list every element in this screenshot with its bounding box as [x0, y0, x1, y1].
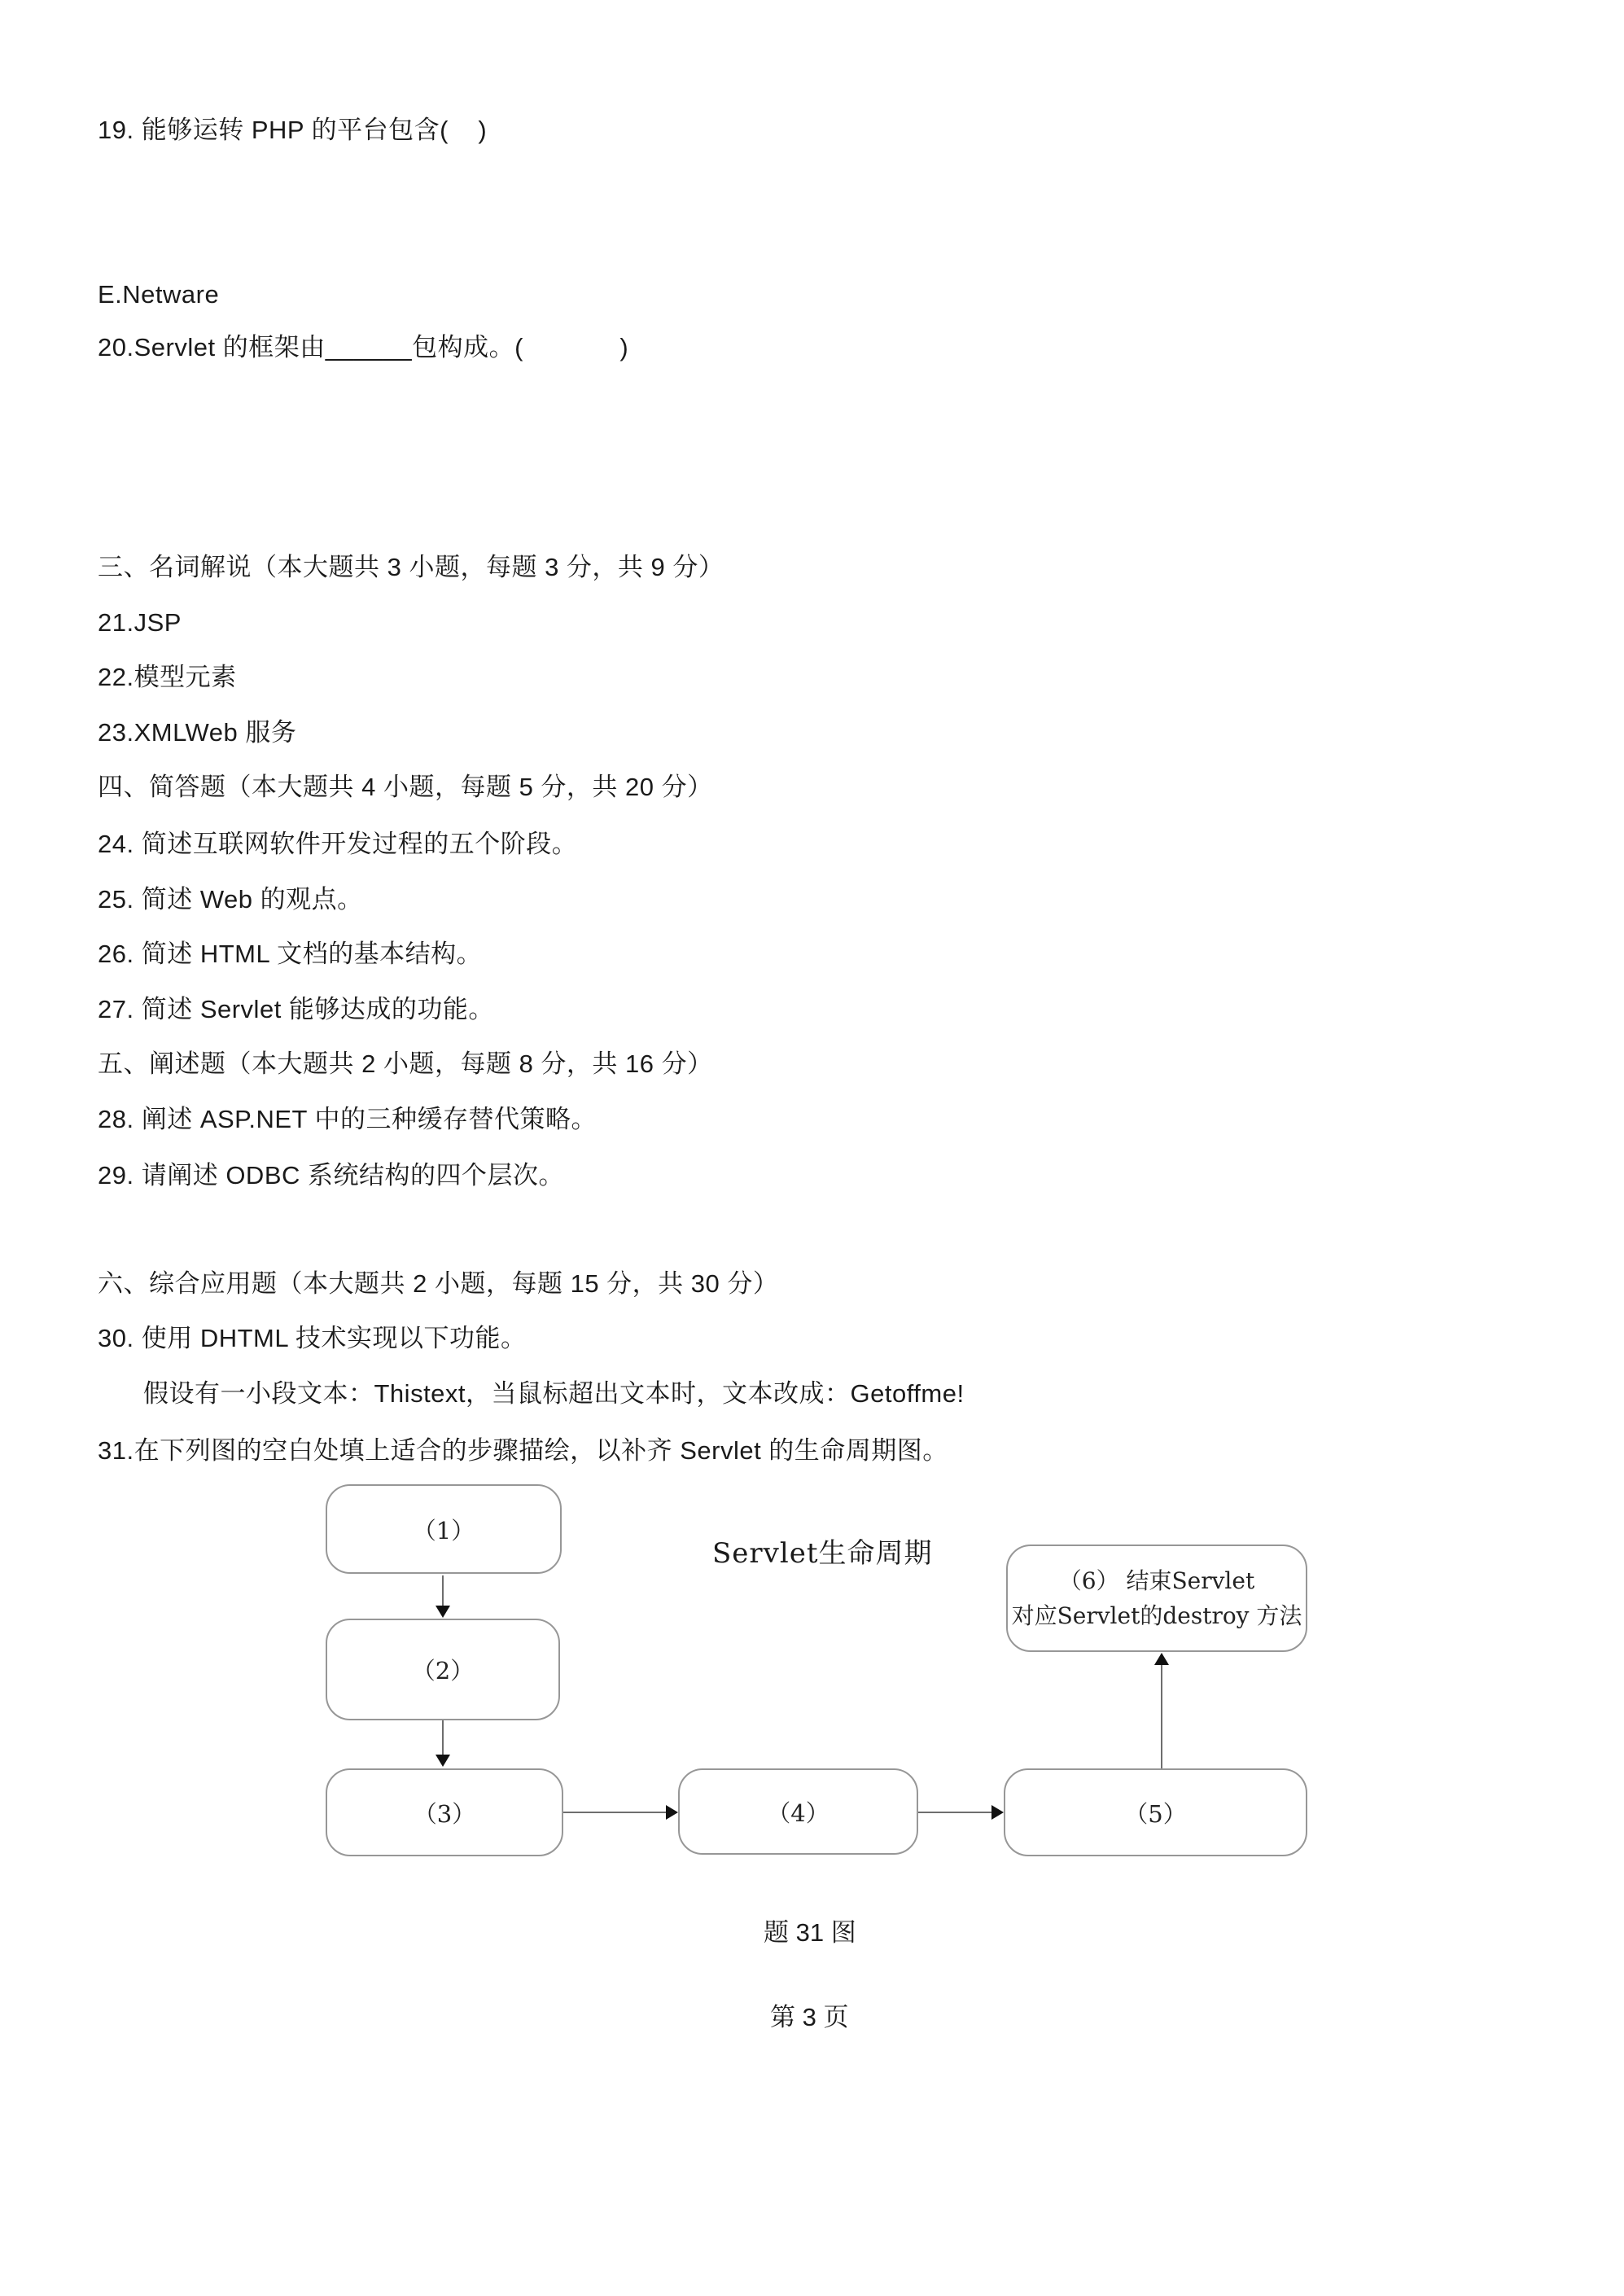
- arrow-shaft: [563, 1812, 667, 1813]
- flow-box-2: [326, 1619, 560, 1720]
- section-5-heading: 五、阐述题（本大题共 2 小题，每题 8 分，共 16 分）: [98, 1049, 713, 1078]
- question-19-text: 19. 能够运转 PHP 的平台包含( ): [98, 116, 488, 144]
- page-number: 第 3 页: [770, 2003, 849, 2031]
- question-20-text: 20.Servlet 的框架由______包构成。( ): [98, 333, 629, 361]
- question-25-text: 25. 简述 Web 的观点。: [98, 885, 363, 914]
- flow-box-6-label-line1: （6） 结束Servlet: [1058, 1566, 1255, 1594]
- figure-caption: 题 31 图: [764, 1918, 856, 1947]
- question-30-text: 30. 使用 DHTML 技术实现以下功能。: [98, 1324, 527, 1352]
- flow-box-4: [678, 1768, 918, 1855]
- section-3-heading: 三、名词解说（本大题共 3 小题，每题 3 分，共 9 分）: [98, 553, 724, 581]
- arrow-shaft: [1161, 1664, 1162, 1768]
- question-26-text: 26. 简述 HTML 文档的基本结构。: [98, 940, 483, 968]
- question-22-text: 22.模型元素: [98, 663, 237, 691]
- flow-box-4-label: （4）: [767, 1799, 830, 1827]
- section-6-heading: 六、综合应用题（本大题共 2 小题，每题 15 分，共 30 分）: [98, 1269, 779, 1298]
- section-4-heading: 四、简答题（本大题共 4 小题，每题 5 分，共 20 分）: [98, 773, 713, 801]
- question-30-detail-text: 假设有一小段文本：Thistext，当鼠标超出文本时，文本改成：Getoffme!: [143, 1379, 965, 1408]
- flow-box-3: [326, 1768, 563, 1856]
- question-28-text: 28. 阐述 ASP.NET 中的三种缓存替代策略。: [98, 1105, 598, 1133]
- option-e-netware: E.Netware: [98, 280, 220, 309]
- flow-box-1: [326, 1484, 562, 1574]
- question-31-text: 31.在下列图的空白处填上适合的步骤描绘，以补齐 Servlet 的生命周期图。: [98, 1436, 948, 1465]
- arrow-shaft: [442, 1575, 444, 1608]
- arrow-shaft: [442, 1720, 444, 1755]
- arrowhead-right-icon: [666, 1805, 678, 1820]
- arrow-shaft: [918, 1812, 992, 1813]
- arrowhead-up-icon: [1154, 1653, 1169, 1665]
- flow-box-2-label: （2）: [411, 1657, 475, 1685]
- diagram-title: Servlet生命周期: [712, 1537, 933, 1570]
- flow-box-6: [1006, 1545, 1307, 1652]
- arrowhead-down-icon: [436, 1606, 450, 1618]
- question-27-text: 27. 简述 Servlet 能够达成的功能。: [98, 995, 494, 1023]
- arrowhead-right-icon: [991, 1805, 1004, 1820]
- question-23-text: 23.XMLWeb 服务: [98, 718, 297, 747]
- flow-box-5: [1004, 1768, 1307, 1856]
- flow-box-6-label-line2: 对应Servlet的destroy 方法: [1011, 1602, 1302, 1629]
- flow-box-5-label: （5）: [1124, 1799, 1187, 1828]
- question-29-text: 29. 请阐述 ODBC 系统结构的四个层次。: [98, 1161, 564, 1190]
- question-24-text: 24. 简述互联网软件开发过程的五个阶段。: [98, 830, 578, 858]
- question-21-text: 21.JSP: [98, 608, 182, 637]
- flow-box-1-label: （1）: [412, 1516, 475, 1545]
- arrowhead-down-icon: [436, 1755, 450, 1767]
- flow-box-3-label: （3）: [413, 1799, 476, 1828]
